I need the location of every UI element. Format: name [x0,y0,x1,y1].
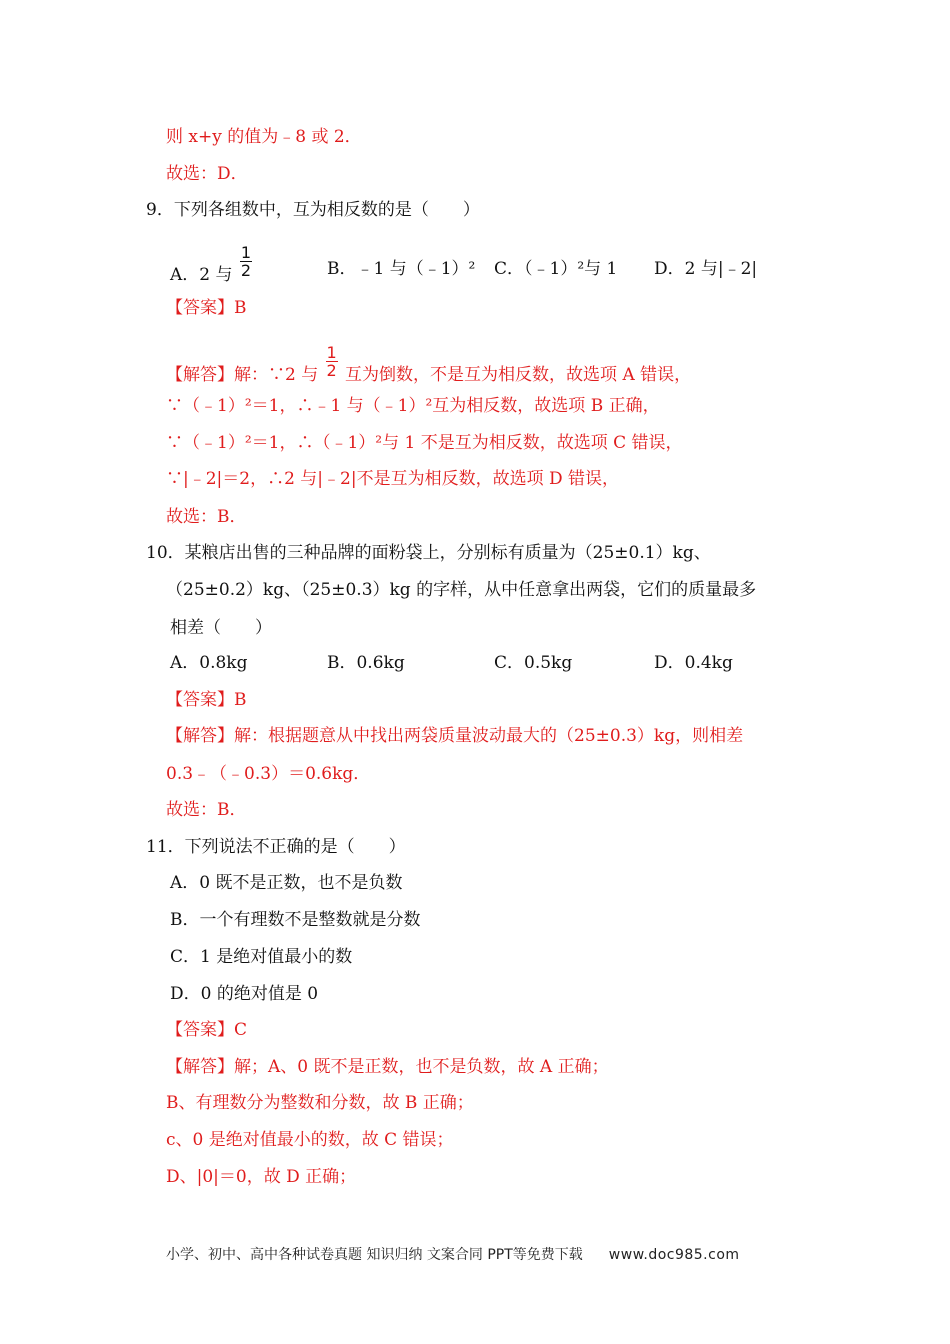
q11-solution-3: c、0 是绝对值最小的数，故 C 错误； [166,1130,454,1150]
question-10-line-1: 10．某粮店出售的三种品牌的面粉袋上，分别标有质量为（25±0.1）kg、 [146,543,711,563]
q10-option-c: C．0.5kg [494,653,573,673]
fraction-denominator: 2 [326,361,337,380]
q11-option-d: D．0 的绝对值是 0 [170,984,319,1004]
q9-solution-5: 故选：B． [166,507,247,527]
q9-solution-4: ∵|﹣2|＝2，∴2 与|﹣2|不是互为相反数，故选项 D 错误， [166,469,620,489]
q9-option-d: D．2 与|﹣2| [654,259,758,279]
q10-solution-1: 【解答】解：根据题意从中找出两袋质量波动最大的（25±0.3）kg，则相差 [166,726,744,746]
q11-solution-2: B、有理数分为整数和分数，故 B 正确； [166,1093,474,1113]
question-11: 11．下列说法不正确的是（ ） [146,837,406,857]
q10-option-a: A．0.8kg [170,653,248,673]
fraction-denominator: 2 [240,261,251,280]
q10-option-d: D．0.4kg [654,653,733,673]
page-footer [166,1244,740,1264]
q9-answer: 【答案】B [166,298,247,318]
solution-choice: 故选：D． [166,164,248,184]
solution-line: 则 x+y 的值为﹣8 或 2． [166,127,362,147]
q9-solution-1-pre: 【解答】解：∵2 与 [166,365,319,385]
q10-option-b: B．0.6kg [327,653,405,673]
q10-answer: 【答案】B [166,690,247,710]
q11-option-b: B．一个有理数不是整数就是分数 [170,910,421,930]
q9-option-a-text: A．2 与 [170,265,233,285]
fraction-half [326,344,338,379]
q9-solution-3: ∵（﹣1）²＝1，∴（﹣1）²与 1 不是互为相反数，故选项 C 错误， [166,433,683,453]
footer-text: 小学、初中、高中各种试卷真题 知识归纳 文案合同 PPT等免费下载 [166,1247,583,1263]
question-10-line-3: 相差（ ） [170,618,272,638]
question-10-line-2: （25±0.2）kg、（25±0.3）kg 的字样，从中任意拿出两袋，它们的质量最多 [166,580,757,600]
q11-solution-1: 【解答】解；A、0 既不是正数，也不是负数，故 A 正确； [166,1057,609,1077]
fraction-half [240,244,252,279]
q9-option-b: B．﹣1 与（﹣1）² [327,259,476,279]
q10-solution-2: 0.3﹣（﹣0.3）＝0.6kg． [166,764,371,784]
q11-option-c: C．1 是绝对值最小的数 [170,947,353,967]
q9-solution-2: ∵（﹣1）²＝1，∴﹣1 与（﹣1）²互为相反数，故选项 B 正确， [166,396,660,416]
q9-solution-1-post: 互为倒数，不是互为相反数，故选项 A 错误， [345,365,692,385]
fraction-numerator: 1 [326,343,337,362]
q11-solution-4: D、|0|＝0，故 D 正确； [166,1167,357,1187]
footer-url[interactable]: www.doc985.com [608,1247,740,1263]
q9-option-c: C．（﹣1）²与 1 [494,259,618,279]
fraction-numerator: 1 [240,243,251,262]
q11-answer: 【答案】C [166,1020,248,1040]
q9-solution-1 [166,343,692,393]
q9-option-a [170,243,254,293]
q10-solution-3: 故选：B． [166,800,247,820]
q11-option-a: A．0 既不是正数，也不是负数 [170,873,403,893]
question-9: 9．下列各组数中，互为相反数的是（ ） [146,200,480,220]
